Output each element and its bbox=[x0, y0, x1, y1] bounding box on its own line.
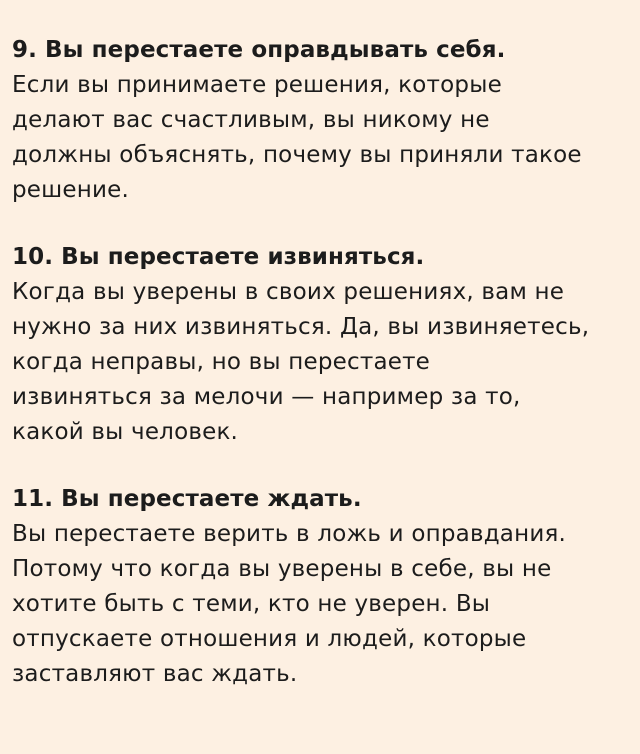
body-line: Когда вы уверены в своих решениях, вам не bbox=[12, 279, 565, 305]
section-heading: 9. Вы перестаете оправдывать себя. bbox=[12, 37, 506, 63]
section-10 bbox=[12, 240, 632, 450]
body-line: извиняться за мелочи — например за то, bbox=[12, 384, 521, 410]
body-line: Вы перестаете верить в ложь и оправдания. bbox=[12, 521, 567, 547]
body-line: Потому что когда вы уверены в себе, вы не bbox=[12, 556, 552, 582]
section-heading: 11. Вы перестаете ждать. bbox=[12, 486, 362, 512]
section-11 bbox=[12, 482, 632, 692]
body-line: какой вы человек. bbox=[12, 419, 239, 445]
body-line: нужно за них извиняться. Да, вы извиняетесь, bbox=[12, 314, 590, 340]
section-9 bbox=[12, 33, 632, 208]
body-line: отпускаете отношения и людей, которые bbox=[12, 626, 527, 652]
body-line: должны объяснять, почему вы приняли такое bbox=[12, 142, 582, 168]
body-line: хотите быть с теми, кто не уверен. Вы bbox=[12, 591, 491, 617]
body-line: делают вас счастливым, вы никому не bbox=[12, 107, 490, 133]
section-heading: 10. Вы перестаете извиняться. bbox=[12, 244, 425, 270]
body-line: Если вы принимаете решения, которые bbox=[12, 72, 502, 98]
body-line: когда неправы, но вы перестаете bbox=[12, 349, 431, 375]
body-line: решение. bbox=[12, 177, 129, 203]
body-line: заставляют вас ждать. bbox=[12, 661, 298, 687]
